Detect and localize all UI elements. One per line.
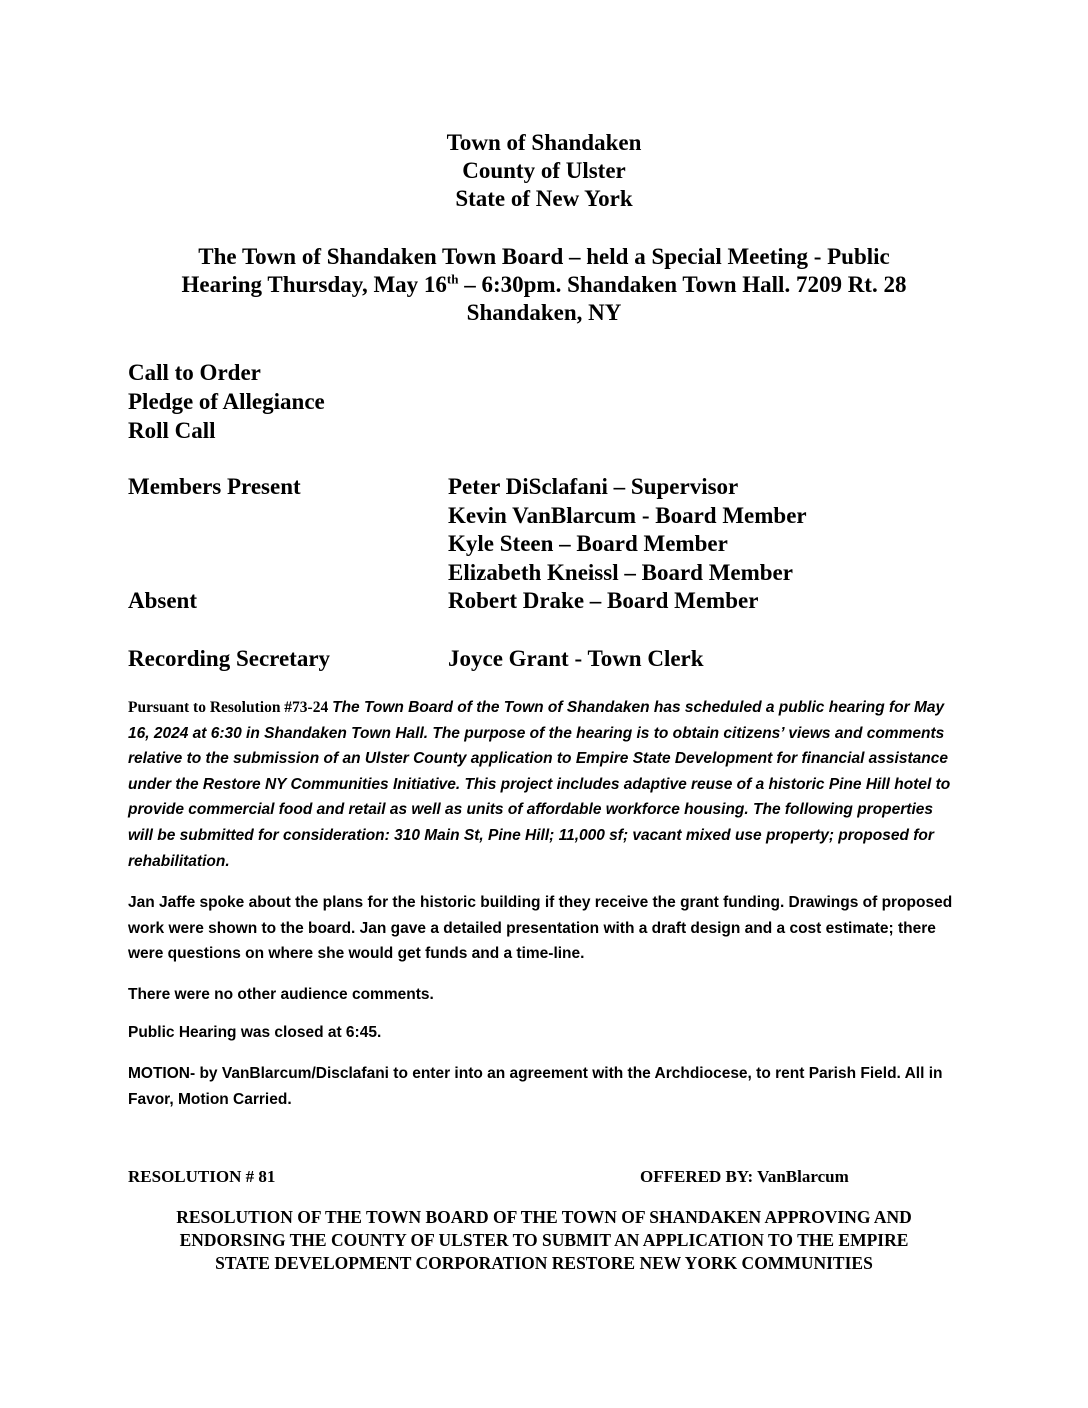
agenda-list <box>128 358 325 445</box>
title-line-1: The Town of Shandaken Town Board – held a Special Meeting - Public <box>198 244 890 269</box>
absent-label: Absent <box>128 588 198 614</box>
secretary-label: Recording Secretary <box>128 646 331 671</box>
resolution-reference: Pursuant to Resolution #73-24 <box>128 699 333 716</box>
motion-paragraph: MOTION- by VanBlarcum/Disclafani to enter into an agreement with the Archdiocese, to rent Parish Field. All in Favor, Motion Carried. <box>128 1065 943 1108</box>
member-absent: Robert Drake – Board Member <box>448 588 759 614</box>
no-comments-paragraph: There were no other audience comments. <box>128 986 434 1003</box>
header-county: County of Ulster <box>462 158 626 183</box>
title-line-2 <box>130 271 958 299</box>
agenda-call-to-order: Call to Order <box>128 360 261 385</box>
resolution-title <box>110 1206 978 1275</box>
header-state: State of New York <box>455 186 633 211</box>
meeting-title <box>130 243 958 327</box>
roster-row <box>128 530 948 559</box>
offered-by: OFFERED BY: VanBlarcum <box>640 1167 849 1186</box>
roster-row <box>128 587 948 616</box>
resolution-number: RESOLUTION # 81 <box>128 1167 276 1186</box>
member-kneissl: Elizabeth Kneissl – Board Member <box>448 559 793 585</box>
title-line-3: Shandaken, NY <box>466 300 622 325</box>
agenda-pledge: Pledge of Allegiance <box>128 389 325 414</box>
secretary-name: Joyce Grant - Town Clerk <box>448 646 704 671</box>
attendance-roster <box>128 473 948 616</box>
recording-secretary <box>128 645 948 673</box>
document-header <box>0 129 1088 213</box>
roster-row <box>128 559 948 588</box>
roster-row <box>128 502 948 531</box>
resolution-title-line-1: RESOLUTION OF THE TOWN BOARD OF THE TOWN OF SHANDAKEN APPROVING AND <box>176 1207 912 1227</box>
hearing-closed-paragraph: Public Hearing was closed at 6:45. <box>128 1024 382 1041</box>
resolution-title-line-2: ENDORSING THE COUNTY OF ULSTER TO SUBMIT AN APPLICATION TO THE EMPIRE <box>179 1230 909 1250</box>
resolution-title-line-3: STATE DEVELOPMENT CORPORATION RESTORE NEW YORK COMMUNITIES <box>215 1253 873 1273</box>
title-line-2-end: – 6:30pm. Shandaken Town Hall. 7209 Rt. 28 <box>458 272 907 297</box>
member-steen: Kyle Steen – Board Member <box>448 531 728 557</box>
member-supervisor: Peter DiSclafani – Supervisor <box>448 474 739 499</box>
header-town: Town of Shandaken <box>446 130 642 155</box>
members-present-label: Members Present <box>128 474 301 499</box>
member-vanblarcum: Kevin VanBlarcum - Board Member <box>448 502 807 528</box>
resolution-paragraph <box>128 695 958 874</box>
title-line-2-start: Hearing Thursday, May 16 <box>181 272 447 297</box>
resolution-header <box>128 1166 928 1188</box>
roster-row <box>128 473 948 502</box>
resolution-description: The Town Board of the Town of Shandaken has scheduled a public hearing for May 16, 2024 at 6:30 in Shandaken Town Hall. The purpose of the hearing is to obtain citizens’ views and comments relative to the submission of an Ulster County application to Empire State Development for financial assistance under the Restore NY Communities Initiative. This project includes adaptive reuse of a historic Pine Hill hotel to provide commercial food and retail as well as units of affordable workforce housing. The following properties will be submitted for consideration: 310 Main St, Pine Hill; 11,000 sf; vacant mixed use property; proposed for rehabilitation. <box>128 699 951 870</box>
agenda-roll-call: Roll Call <box>128 418 216 443</box>
title-date-suffix: th <box>446 271 459 287</box>
jaffe-paragraph: Jan Jaffe spoke about the plans for the historic building if they receive the grant funding. Drawings of proposed work were shown to the board. Jan gave a detailed presentation with a draft design and a cost estimate; there were questions on where she would get funds and a time-line. <box>128 894 953 963</box>
